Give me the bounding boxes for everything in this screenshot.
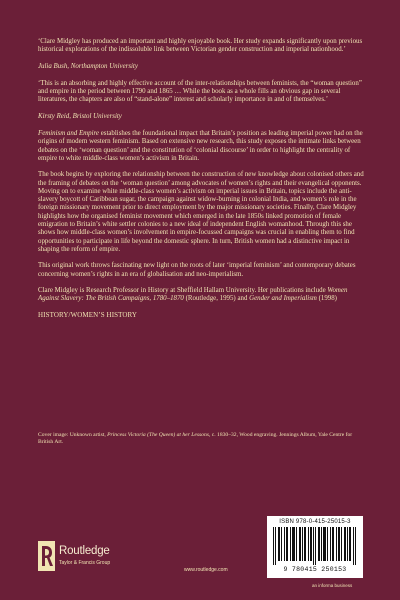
review-quote-text: ‘This is an absorbing and highly effective account of the inter-relationships between feminists, the “woman question” and empire in the period between 1790 and 1865 … While the book as a whole fills an obvious gap in several literatures, the chapters are also of “stand-alone” interest and scholarly importance in and of themselves.’ <box>38 79 362 104</box>
author-name: Clare Midgley <box>38 286 78 294</box>
blurb-column <box>38 38 364 328</box>
subject-category: HISTORY/WOMEN’S HISTORY <box>38 311 138 320</box>
author-book-title: Gender and Imperialism <box>249 295 317 303</box>
review-quote-text: ‘Clare Midgley has produced an important and highly enjoyable book. Her study expands significantly upon previous historical explorations of the indissoluble link between Victorian gender construction and imperial nationhood.’ <box>38 38 363 54</box>
publisher-name: Routledge <box>59 545 110 557</box>
review-attribution: Julia Bush, Northampton University <box>38 62 138 70</box>
closing-paragraph: This original work throws fascinating new light on the roots of later ‘imperial feminism’ and contemporary debates concerning women’s rights in an era of globalisation and neo-imperialism. <box>38 262 356 278</box>
book-title: Feminism and Empire <box>38 130 99 138</box>
cover-credit-suffix: , c. 1830–32, Wood engraving. Jennings Album, Yale Centre for British Art. <box>38 432 353 445</box>
barcode-icon <box>273 527 357 565</box>
review-attribution: Kirsty Reid, Bristol University <box>38 112 122 120</box>
body-paragraph: The book begins by exploring the relationship between the construction of new knowledge about colonised others and the framing of debates on the ‘woman question’ among advocates of women’s rights and their evangelical opponents. Moving on to examine white middle-class women’s activism on imperial issues in Britain, topics include the anti-slavery boycott of Caribbean sugar, the campaign against widow-burning in colonial India, and women’s role in the foreign missionary movement prior to direct employment by the major missionary societies. Finally, Clare Midgley highlights how the organised feminist movement which emerged in the late 1850s linked promotion of female emigration to Britain’s white settler colonies to a new ideal of independent English womanhood. Through this she shows how middle-class women’s involvement in empire-focussed campaigns was crucial in enabling them to find opportunities to participate in life beyond the domestic sphere. In turn, British women had a distinctive impact in shaping the reform of empire. <box>38 171 364 253</box>
informa-tagline: an informa business <box>312 583 353 588</box>
isbn-label: ISBN 978-0-415-25015-3 <box>279 519 351 525</box>
review-quote-2 <box>38 80 364 121</box>
isbn-digits: 9 780415 250153 <box>283 566 347 573</box>
author-bio <box>38 287 364 304</box>
cover-credit-title: Princess Victoria (The Queen) at her Lessons <box>107 432 209 438</box>
cover-credit <box>38 432 364 446</box>
review-quote-1 <box>38 38 364 71</box>
publisher-website[interactable]: www.routledge.com <box>184 567 228 573</box>
author-bio-text: (1998) <box>316 295 337 303</box>
intro-text: establishes the foundational impact that Britain’s position as leading imperial power had on the origins of modern western feminism. Based on extensive new research, this study exposes the intimate links between debates on the ‘woman question’ and the constitution of ‘colonial discourse’ in order to highlight the centrality of empire to white middle-class women’s activism in Britain. <box>38 130 363 162</box>
intro-paragraph <box>38 130 364 163</box>
author-bio-text: is Research Professor in History at Sheffield Hallam University. Her publications include <box>78 286 328 294</box>
publisher-logo <box>38 541 158 571</box>
publisher-subtitle: Taylor & Francis Group <box>59 560 111 566</box>
routledge-logo-icon <box>38 541 55 571</box>
isbn-barcode <box>267 516 363 578</box>
author-book-title: Women Against Slavery: The British Campaigns, 1780–1870 <box>38 286 348 303</box>
author-bio-text: (Routledge, 1995) and <box>183 295 250 303</box>
cover-credit-prefix: Cover image: Unknown artist, <box>38 432 108 438</box>
